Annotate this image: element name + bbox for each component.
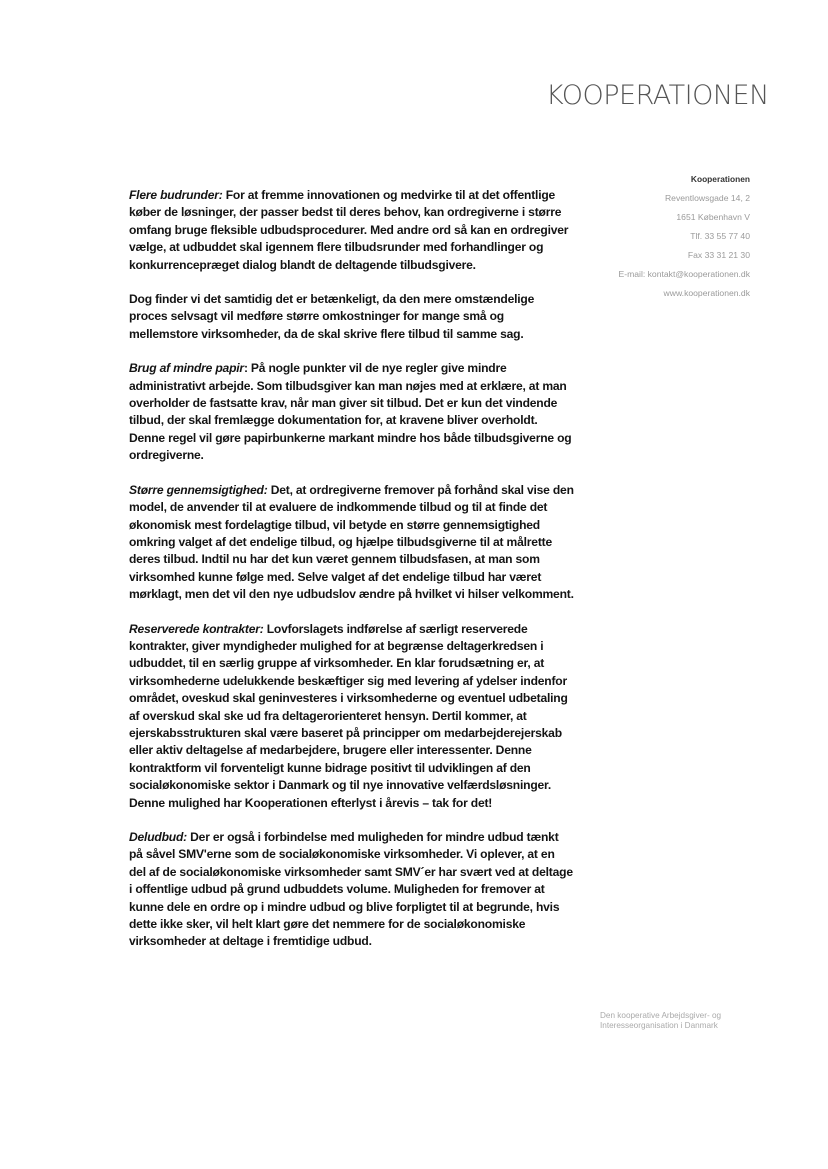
paragraph-flere-budrunder: [129, 187, 574, 274]
contact-block: [600, 170, 750, 303]
paragraph-heading: Større gennemsigtighed:: [129, 482, 268, 497]
paragraph-concern: [129, 291, 574, 343]
address-line: Reventlowsgade 14, 2: [664, 193, 750, 203]
email-line: E-mail: kontakt@kooperationen.dk: [618, 269, 750, 279]
paragraph-heading: Deludbud:: [129, 830, 187, 844]
paragraph-deludbud: [129, 829, 574, 951]
paragraph-heading: Reserverede kontrakter:: [129, 621, 264, 636]
org-name: Kooperationen: [690, 174, 750, 184]
paragraph-mindre-papir: [129, 360, 574, 464]
paragraph-text: Der er også i forbindelse med muligheden for mindre udbud tænkt på såvel SMV'erne som de socialøkonomiske virksomheder. Vi oplever, at en del af de socialøkonomiske virksomheder samt SMV´er har svært ved at deltage i offentlige udbud på grund udbuddets volume. Muligheden for fremover at kunne dele en ordre op i mindre udbud og blive forpligtet til at begrunde, hvis dette ikke sker, vil helt klart gøre det nemmere for de socialøkonomiske virksomheder at deltage i fremtidige udbud.: [129, 830, 573, 949]
paragraph-text: Dog finder vi det samtidig det er betænkeligt, da den mere omstændelige proces selvsagt vil medføre større omkostninger for mange små og mellemstore virksomheder, da de skal skrive flere tilbud til samme sag.: [129, 292, 535, 341]
paragraph-text: : På nogle punkter vil de nye regler give mindre administrativt arbejde. Som tilbudsgiver kan man nøjes med at erklære, at man overholder de fastsatte krav, når man giver sit tilbud. Det er kun det vindende tilbud, der skal fremlægge dokumentation for, at kravene bliver overholdt. Denne regel vil gøre papirbunkerne markant mindre hos både tilbudsgiverne og ordregiverne.: [129, 361, 572, 463]
paragraph-reserverede-kontrakter: [129, 621, 574, 812]
letter-body: [129, 187, 574, 968]
paragraph-heading: Brug af mindre papir: [129, 361, 244, 376]
footer-note: Den kooperative Arbejdsgiver- og Interesseorganisation i Danmark: [600, 1011, 722, 1030]
paragraph-text: Det, at ordregiverne fremover på forhånd skal vise den model, de anvender til at evaluere de indkommende tilbud og til at finde det økonomisk mest fordelagtige tilbud, vil betyde en større gennemsigtighed omkring valget af det endelige tilbud, og hjælpe tilbudsgiverne til at målrette deres tilbud. Indtil nu har det kun været gennem tilbudsfasen, at man som virksomhed kunne følge med. Selve valget af det endelige tilbud har været mørklagt, men det vil den nye udbudslov ændre på hvilket vi hilser velkomment.: [129, 482, 574, 602]
paragraph-text: Lovforslagets indførelse af særligt reserverede kontrakter, giver myndigheder mulighed for at begrænse deltagerkredsen i udbuddet, til en særlig gruppe af virksomheder. En klar forudsætning er, at virksomhederne udelukkende beskæftiger sig med levering af ydelser indenfor området, oveskud skal geninvesteres i virksomhederne og eventuel udbetaling af overskud skal ske ud fra deltagerorienteret hensyn. Dertil kommer, at ejerskabsstrukturen skal være baseret på principper om medarbejderejerskab eller aktiv deltagelse af medarbejdere, brugere eller interessenter. Denne kontraktform vil forventeligt kunne bidrage positivt til udviklingen af den socialøkonomiske sektor i Danmark og til nye innovative velfærdsløsninger. Denne mulighed har Kooperationen efterlyst i årevis – tak for det!: [129, 621, 568, 810]
paragraph-heading: Flere budrunder:: [129, 188, 223, 202]
fax-line: Fax 33 31 21 30: [687, 250, 750, 260]
city-line: 1651 København V: [676, 212, 750, 222]
paragraph-text: For at fremme innovationen og medvirke til at det offentlige køber de løsninger, der passer bedst til deres behov, kan ordregiverne i større omfang bruge fleksible udbudsprocedurer. Med andre ord så kan en ordregiver vælge, at udbuddet skal igennem flere tilbudsrunder med forhandlinger og konkurrencepræget dialog blandt de deltagende tilbudsgivere.: [129, 188, 569, 272]
phone-line: Tlf. 33 55 77 40: [690, 231, 750, 241]
paragraph-gennemsigtighed: [129, 482, 574, 604]
kooperationen-logo: KOOPERATIONEN: [546, 80, 769, 111]
web-line: www.kooperationen.dk: [663, 288, 750, 298]
